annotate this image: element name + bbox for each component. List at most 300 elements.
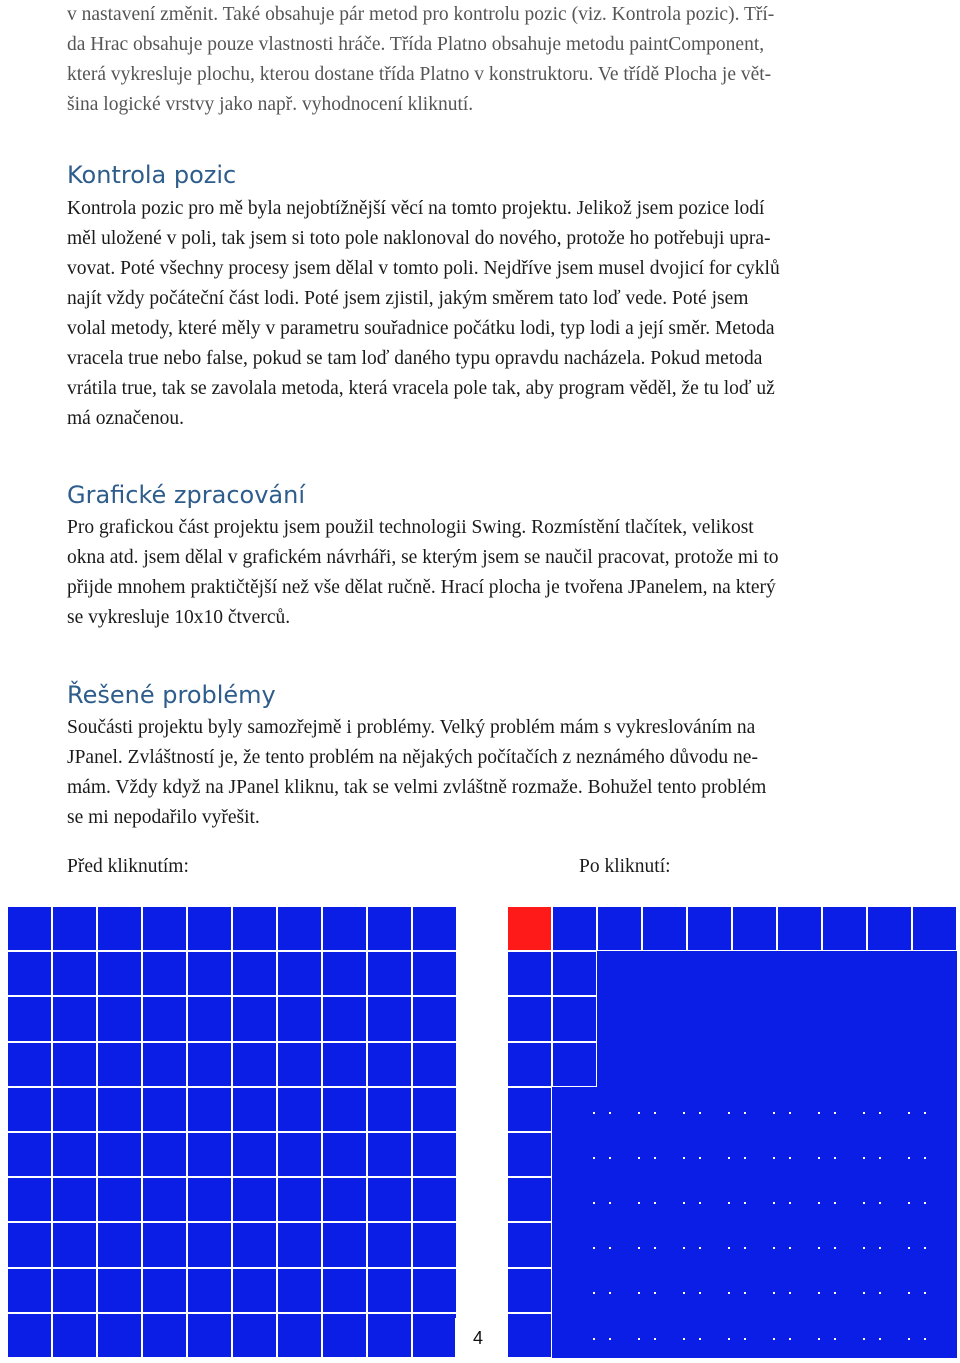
board-cell[interactable] [867, 951, 912, 996]
smear-dot [638, 1292, 640, 1294]
board-cell[interactable] [867, 1268, 912, 1313]
text-line: JPanel. Zvláštností je, že tento problém na nějakých počítačích z neznámého důvodu ne- [67, 747, 758, 768]
board-cell[interactable] [777, 951, 822, 996]
smear-dot [609, 1202, 611, 1204]
smear-dot [773, 1157, 775, 1159]
board-cell[interactable] [322, 906, 367, 951]
board-cell[interactable] [277, 1177, 322, 1222]
smear-dot [818, 1112, 820, 1114]
board-cell[interactable] [367, 1177, 412, 1222]
smear-dot [683, 1247, 685, 1249]
board-cell[interactable] [52, 1222, 97, 1267]
board-cell[interactable] [367, 1222, 412, 1267]
board-cell[interactable] [822, 996, 867, 1041]
smear-dot [699, 1202, 701, 1204]
board-cell[interactable] [187, 906, 232, 951]
smear-dot [654, 1247, 656, 1249]
board-cell[interactable] [7, 951, 52, 996]
board-cell[interactable] [52, 1268, 97, 1313]
board-cell[interactable] [552, 906, 597, 951]
board-cell[interactable] [732, 906, 777, 951]
smear-dot [789, 1112, 791, 1114]
board-cell[interactable] [597, 1313, 642, 1358]
board-cell[interactable] [867, 906, 912, 951]
text-line: v nastavení změnit. Také obsahuje pár metod pro kontrolu pozic (viz. Kontrola pozic). Tří- [67, 4, 775, 25]
board-cell[interactable] [277, 1042, 322, 1087]
smear-dot [654, 1292, 656, 1294]
board-cell[interactable] [7, 1132, 52, 1177]
board-cell[interactable] [52, 1132, 97, 1177]
smear-dot [818, 1292, 820, 1294]
board-cell[interactable] [552, 1087, 597, 1132]
smear-dot [908, 1292, 910, 1294]
board-cell[interactable] [322, 1132, 367, 1177]
resene-problemy-paragraph [67, 713, 897, 833]
smear-dot [908, 1157, 910, 1159]
board-cell[interactable] [687, 1222, 732, 1267]
board-cell[interactable] [867, 1132, 912, 1177]
smear-dot [728, 1292, 730, 1294]
board-cell[interactable] [142, 1042, 187, 1087]
board-cell[interactable] [97, 1087, 142, 1132]
board-cell[interactable] [642, 951, 687, 996]
smear-dot [908, 1247, 910, 1249]
smear-dot [908, 1338, 910, 1340]
smear-dot [834, 1338, 836, 1340]
board-cell[interactable] [367, 951, 412, 996]
board-cell[interactable] [142, 1132, 187, 1177]
board-cell[interactable] [367, 1132, 412, 1177]
board-cell[interactable] [322, 996, 367, 1041]
board-cell[interactable] [732, 1042, 777, 1087]
board-cell[interactable] [187, 1042, 232, 1087]
board-cell[interactable] [552, 996, 597, 1041]
board-cell[interactable] [552, 1222, 597, 1267]
smear-dot [609, 1157, 611, 1159]
text-line: se vykresluje 10x10 čtverců. [67, 607, 291, 628]
board-cell[interactable] [232, 951, 277, 996]
smear-dot [609, 1247, 611, 1249]
board-cell[interactable] [912, 1268, 957, 1313]
board-cell[interactable] [52, 1313, 97, 1358]
text-line: mám. Vždy když na JPanel kliknu, tak se velmi zvláštně rozmaže. Bohužel tento problém [67, 777, 767, 798]
board-cell[interactable] [507, 1222, 552, 1267]
smear-dot [699, 1157, 701, 1159]
smear-dot [593, 1247, 595, 1249]
text-line: da Hrac obsahuje pouze vlastnosti hráče. Třída Platno obsahuje metodu paintComponent, [67, 34, 765, 55]
board-cell[interactable] [187, 1222, 232, 1267]
board-cell[interactable] [867, 1042, 912, 1087]
text-line: šina logické vrstvy jako např. vyhodnocení kliknutí. [67, 94, 474, 115]
text-line: vracela true nebo false, pokud se tam loď daného typu opravdu nacházela. Pokud metoda [67, 348, 763, 369]
board-cell[interactable] [687, 1042, 732, 1087]
board-cell[interactable] [322, 1222, 367, 1267]
board-cell[interactable] [822, 1313, 867, 1358]
smear-dot [818, 1157, 820, 1159]
board-cell[interactable] [7, 906, 52, 951]
board-cell[interactable] [367, 996, 412, 1041]
board-cell[interactable] [597, 1132, 642, 1177]
board-cell[interactable] [97, 1313, 142, 1358]
smear-dot [744, 1247, 746, 1249]
board-cell[interactable] [97, 906, 142, 951]
board-cell[interactable] [142, 1268, 187, 1313]
board-cell[interactable] [97, 1042, 142, 1087]
board-cell[interactable] [97, 951, 142, 996]
board-cell[interactable] [142, 951, 187, 996]
text-line: okna atd. jsem dělal v grafickém návrháři, se kterým jsem se naučil pracovat, protože mi to [67, 547, 779, 568]
board-cell[interactable] [7, 1042, 52, 1087]
smear-dot [699, 1338, 701, 1340]
board-cell[interactable] [52, 1177, 97, 1222]
smear-dot [834, 1157, 836, 1159]
board-cell[interactable] [912, 1177, 957, 1222]
board-cell[interactable] [642, 1132, 687, 1177]
board-cell[interactable] [412, 996, 457, 1041]
smear-dot [773, 1112, 775, 1114]
smear-dot [834, 1202, 836, 1204]
smear-dot [728, 1112, 730, 1114]
board-cell[interactable] [507, 1087, 552, 1132]
board-cell[interactable] [52, 1042, 97, 1087]
board-cell[interactable] [232, 906, 277, 951]
board-cell[interactable] [552, 1132, 597, 1177]
smear-dot [609, 1112, 611, 1114]
smear-dot [924, 1292, 926, 1294]
board-cell[interactable] [552, 1177, 597, 1222]
board-cell[interactable] [322, 1268, 367, 1313]
heading-kontrola-pozic: Kontrola pozic [67, 161, 237, 189]
before-click-label: Před kliknutím: [67, 856, 189, 877]
board-cell[interactable] [732, 1132, 777, 1177]
smear-dot [699, 1292, 701, 1294]
board-cell[interactable] [187, 996, 232, 1041]
board-cell[interactable] [597, 951, 642, 996]
smear-dot [654, 1157, 656, 1159]
board-cell[interactable] [597, 996, 642, 1041]
board-cell[interactable] [822, 906, 867, 951]
board-cell[interactable] [822, 951, 867, 996]
board-cell[interactable] [187, 1132, 232, 1177]
smear-dot [924, 1157, 926, 1159]
board-cell[interactable] [642, 1222, 687, 1267]
board-cell[interactable] [777, 1132, 822, 1177]
board-cell[interactable] [507, 1177, 552, 1222]
board-cell[interactable] [867, 1222, 912, 1267]
smear-dot [683, 1338, 685, 1340]
board-cell[interactable] [232, 1222, 277, 1267]
board-cell[interactable] [912, 951, 957, 996]
board-cell[interactable] [322, 951, 367, 996]
smear-dot [818, 1202, 820, 1204]
board-cell[interactable] [367, 1042, 412, 1087]
board-cell[interactable] [687, 1313, 732, 1358]
board-cell[interactable] [552, 951, 597, 996]
board-cell[interactable] [822, 1177, 867, 1222]
board-cell[interactable] [597, 1087, 642, 1132]
board-cell[interactable] [97, 1268, 142, 1313]
board-cell[interactable] [412, 951, 457, 996]
board-cell[interactable] [912, 1087, 957, 1132]
page-number: 4 [472, 1328, 483, 1348]
board-cell[interactable] [732, 1313, 777, 1358]
smear-dot [638, 1247, 640, 1249]
board-cell[interactable] [232, 1268, 277, 1313]
board-cell[interactable] [277, 1313, 322, 1358]
smear-dot [834, 1112, 836, 1114]
text-line: Součásti projektu byly samozřejmě i problémy. Velký problém mám s vykreslováním na [67, 717, 756, 738]
board-cell[interactable] [912, 996, 957, 1041]
board-cell[interactable] [412, 1313, 457, 1358]
smear-dot [789, 1202, 791, 1204]
board-cell[interactable] [552, 1042, 597, 1087]
board-cell[interactable] [912, 906, 957, 951]
board-cell[interactable] [822, 1268, 867, 1313]
board-cell[interactable] [322, 1042, 367, 1087]
text-line: vrátila true, tak se zavolala metoda, která vracela pole tak, aby program věděl, že tu loď už [67, 378, 775, 399]
board-cell[interactable] [367, 906, 412, 951]
text-line: která vykresluje plochu, kterou dostane třída Platno v konstruktoru. Ve třídě Plocha je vět- [67, 64, 772, 85]
board-cell[interactable] [597, 1042, 642, 1087]
board-cell[interactable] [777, 1313, 822, 1358]
board-cell[interactable] [142, 996, 187, 1041]
board-cell[interactable] [507, 951, 552, 996]
smear-dot [863, 1157, 865, 1159]
text-line: najít vždy počáteční část lodi. Poté jsem zjistil, jakým směrem tato loď vede. Poté jsem [67, 288, 749, 309]
board-cell[interactable] [507, 1313, 552, 1358]
board-cell[interactable] [277, 951, 322, 996]
smear-dot [683, 1112, 685, 1114]
board-cell[interactable] [277, 1132, 322, 1177]
board-cell[interactable] [912, 1042, 957, 1087]
board-cell[interactable] [277, 1268, 322, 1313]
board-cell[interactable] [187, 1087, 232, 1132]
smear-dot [879, 1202, 881, 1204]
board-cell[interactable] [52, 996, 97, 1041]
board-cell[interactable] [687, 906, 732, 951]
board-cell[interactable] [322, 1177, 367, 1222]
text-line: Pro grafickou část projektu jsem použil technologii Swing. Rozmístění tlačítek, velikost [67, 517, 754, 538]
smear-dot [908, 1202, 910, 1204]
board-cell[interactable] [912, 1313, 957, 1358]
smear-dot [863, 1338, 865, 1340]
board-cell[interactable] [867, 1313, 912, 1358]
board-cell[interactable] [412, 1087, 457, 1132]
smear-dot [789, 1247, 791, 1249]
board-cell[interactable] [187, 1268, 232, 1313]
board-cell[interactable] [7, 1313, 52, 1358]
smear-dot [728, 1338, 730, 1340]
board-cell[interactable] [142, 1222, 187, 1267]
board-cell[interactable] [732, 1087, 777, 1132]
board-cell[interactable] [732, 951, 777, 996]
board-cell[interactable] [187, 1177, 232, 1222]
board-cell[interactable] [52, 951, 97, 996]
board-cell[interactable] [232, 996, 277, 1041]
board-cell[interactable] [412, 1222, 457, 1267]
smear-dot [593, 1157, 595, 1159]
board-cell[interactable] [97, 1177, 142, 1222]
board-cell[interactable] [507, 906, 552, 951]
board-cell[interactable] [912, 1132, 957, 1177]
board-cell[interactable] [367, 1268, 412, 1313]
smear-dot [863, 1292, 865, 1294]
board-cell[interactable] [7, 1222, 52, 1267]
board-cell[interactable] [777, 1222, 822, 1267]
board-cell[interactable] [187, 1313, 232, 1358]
smear-dot [924, 1338, 926, 1340]
board-cell[interactable] [412, 1268, 457, 1313]
smear-dot [879, 1112, 881, 1114]
board-cell[interactable] [597, 1268, 642, 1313]
page-number-box [455, 1318, 501, 1362]
heading-graficke-zpracovani: Grafické zpracování [67, 481, 305, 509]
board-cell[interactable] [642, 906, 687, 951]
smear-dot [728, 1157, 730, 1159]
smear-dot [879, 1157, 881, 1159]
smear-dot [789, 1292, 791, 1294]
board-cell[interactable] [507, 1268, 552, 1313]
board-cell[interactable] [687, 996, 732, 1041]
board-cell[interactable] [277, 906, 322, 951]
board-cell[interactable] [412, 1042, 457, 1087]
text-line: přijde mnohem praktičtější než vše dělat ručně. Hrací plocha je tvořena JPanelem, na který [67, 577, 776, 598]
board-cell[interactable] [822, 1042, 867, 1087]
board-cell[interactable] [687, 951, 732, 996]
board-cell[interactable] [732, 1268, 777, 1313]
board-cell[interactable] [232, 1132, 277, 1177]
board-cell[interactable] [232, 1177, 277, 1222]
after-click-label: Po kliknutí: [579, 856, 671, 877]
board-cell[interactable] [642, 1042, 687, 1087]
smear-dot [683, 1157, 685, 1159]
board-cell[interactable] [322, 1313, 367, 1358]
smear-dot [728, 1202, 730, 1204]
smear-dot [744, 1157, 746, 1159]
board-cell[interactable] [277, 1222, 322, 1267]
smear-dot [908, 1112, 910, 1114]
board-cell[interactable] [507, 1132, 552, 1177]
board-cell[interactable] [642, 1087, 687, 1132]
smear-dot [683, 1202, 685, 1204]
smear-dot [924, 1202, 926, 1204]
board-cell[interactable] [642, 996, 687, 1041]
board-cell[interactable] [777, 1087, 822, 1132]
board-cell[interactable] [507, 1042, 552, 1087]
smear-dot [863, 1247, 865, 1249]
board-cell[interactable] [412, 1177, 457, 1222]
board-cell[interactable] [367, 1087, 412, 1132]
board-cell[interactable] [912, 1222, 957, 1267]
smear-dot [773, 1202, 775, 1204]
board-cell[interactable] [187, 951, 232, 996]
board-cell[interactable] [732, 1177, 777, 1222]
board-cell[interactable] [867, 1177, 912, 1222]
board-cell[interactable] [277, 996, 322, 1041]
board-cell[interactable] [412, 906, 457, 951]
smear-dot [789, 1338, 791, 1340]
board-cell[interactable] [687, 1132, 732, 1177]
smear-dot [683, 1292, 685, 1294]
board-cell[interactable] [777, 1268, 822, 1313]
board-cell[interactable] [507, 996, 552, 1041]
smear-dot [744, 1338, 746, 1340]
board-cell[interactable] [142, 1177, 187, 1222]
board-cell[interactable] [277, 1087, 322, 1132]
board-cell[interactable] [552, 1268, 597, 1313]
board-cell[interactable] [822, 1222, 867, 1267]
board-cell[interactable] [232, 1313, 277, 1358]
board-cell[interactable] [867, 1087, 912, 1132]
smear-dot [834, 1247, 836, 1249]
board-cell[interactable] [97, 996, 142, 1041]
game-board-after[interactable] [507, 906, 957, 1358]
board-cell[interactable] [732, 996, 777, 1041]
board-cell[interactable] [597, 906, 642, 951]
board-cell[interactable] [7, 996, 52, 1041]
smear-dot [744, 1292, 746, 1294]
board-cell[interactable] [777, 1042, 822, 1087]
board-cell[interactable] [597, 1222, 642, 1267]
text-line: volal metody, které měly v parametru souřadnice počátku lodi, typ lodi a její směr. Metoda [67, 318, 775, 339]
board-cell[interactable] [822, 1132, 867, 1177]
board-cell[interactable] [777, 1177, 822, 1222]
game-board-before[interactable] [7, 906, 457, 1358]
board-cell[interactable] [687, 1087, 732, 1132]
board-cell[interactable] [597, 1177, 642, 1222]
smear-dot [924, 1247, 926, 1249]
board-cell[interactable] [142, 1313, 187, 1358]
board-cell[interactable] [142, 1087, 187, 1132]
heading-resene-problemy: Řešené problémy [67, 681, 276, 709]
board-cell[interactable] [52, 1087, 97, 1132]
board-cell[interactable] [777, 906, 822, 951]
board-cell[interactable] [97, 1222, 142, 1267]
board-cell[interactable] [7, 1177, 52, 1222]
board-cell[interactable] [867, 996, 912, 1041]
text-line: se mi nepodařilo vyřešit. [67, 807, 260, 828]
smear-dot [609, 1292, 611, 1294]
smear-dot [818, 1247, 820, 1249]
board-cell[interactable] [687, 1177, 732, 1222]
smear-dot [593, 1202, 595, 1204]
board-cell[interactable] [642, 1268, 687, 1313]
smear-dot [744, 1202, 746, 1204]
board-cell[interactable] [642, 1177, 687, 1222]
board-cell[interactable] [7, 1087, 52, 1132]
board-cell[interactable] [777, 996, 822, 1041]
smear-dot [744, 1112, 746, 1114]
board-cell[interactable] [7, 1268, 52, 1313]
board-cell[interactable] [642, 1313, 687, 1358]
smear-dot [834, 1292, 836, 1294]
board-cell[interactable] [822, 1087, 867, 1132]
smear-dot [818, 1338, 820, 1340]
board-cell[interactable] [732, 1222, 777, 1267]
board-cell[interactable] [232, 1042, 277, 1087]
board-cell[interactable] [322, 1087, 367, 1132]
board-cell[interactable] [412, 1132, 457, 1177]
board-cell[interactable] [232, 1087, 277, 1132]
board-cell[interactable] [552, 1313, 597, 1358]
board-cell[interactable] [52, 906, 97, 951]
board-cell[interactable] [142, 906, 187, 951]
board-cell[interactable] [367, 1313, 412, 1358]
board-cell[interactable] [687, 1268, 732, 1313]
board-cell[interactable] [97, 1132, 142, 1177]
kontrola-pozic-paragraph [67, 194, 897, 434]
smear-dot [863, 1202, 865, 1204]
